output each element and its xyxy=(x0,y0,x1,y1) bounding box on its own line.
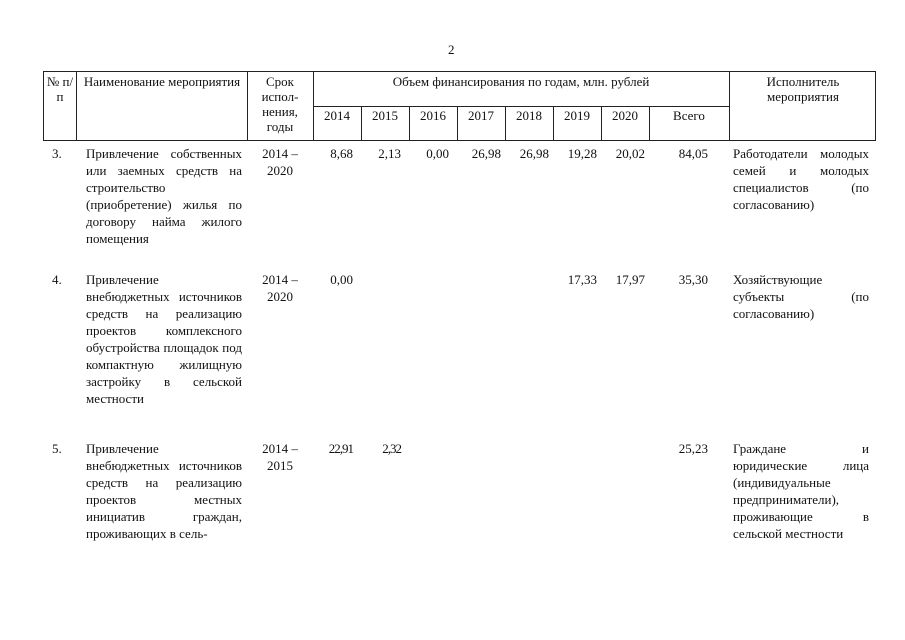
row-value: 2,32 xyxy=(382,441,401,456)
header-year: 2014 xyxy=(324,108,350,123)
row-value: 17,33 xyxy=(567,272,597,287)
row-executor: Работодатели молодых семей и молодых специалистов (по согласованию) xyxy=(733,146,869,212)
row-name: Привлечение внебюджетных источников средств на реализацию проектов местных инициатив граждан, проживающих в сель- xyxy=(86,441,242,541)
row-total: 35,30 xyxy=(678,272,708,287)
header-year: 2020 xyxy=(612,108,638,123)
page-number: 2 xyxy=(448,42,455,57)
header-year: 2017 xyxy=(468,108,494,123)
row-total: 25,23 xyxy=(678,441,708,456)
row-name: Привлечение собственных или заемных средств на строительство (приобретение) жилья по договору найма жилого помещения xyxy=(86,146,242,246)
row-value: 17,97 xyxy=(615,272,645,287)
row-executor: Хозяйствующие субъекты (по согласованию) xyxy=(733,272,869,321)
header-total: Всего xyxy=(673,108,705,123)
row-value: 0,00 xyxy=(426,146,449,161)
row-name: Привлечение внебюджетных источников средств на реализацию проектов комплексного обустройства площадок под компактную жилищную застройку в сельской местности xyxy=(86,272,242,406)
row-number: 3. xyxy=(52,146,62,161)
row-term: 2014 – 2020 xyxy=(262,146,298,178)
row-total: 84,05 xyxy=(678,146,708,161)
header-executor: Исполнитель мероприятия xyxy=(766,74,840,104)
table-header xyxy=(43,71,876,141)
row-executor: Граждане и юридические лица (индивидуальные предприниматели), проживающие в сельской местности xyxy=(733,441,869,541)
row-term: 2014 – 2020 xyxy=(262,272,298,304)
header-no: № п/п xyxy=(46,74,74,104)
header-year: 2015 xyxy=(372,108,398,123)
row-value: 26,98 xyxy=(471,146,501,161)
row-value: 2,13 xyxy=(378,146,401,161)
row-number: 4. xyxy=(52,272,62,287)
header-year: 2019 xyxy=(564,108,590,123)
header-funding: Объем финансирования по годам, млн. рублей xyxy=(392,74,650,89)
header-year: 2016 xyxy=(420,108,446,123)
row-value: 26,98 xyxy=(519,146,549,161)
header-name: Наименование мероприятия xyxy=(83,74,241,89)
row-number: 5. xyxy=(52,441,62,456)
header-term: Срок испол-нения, годы xyxy=(261,74,299,134)
row-value: 19,28 xyxy=(567,146,597,161)
row-value: 22,91 xyxy=(328,441,353,456)
row-value: 8,68 xyxy=(330,146,353,161)
header-year: 2018 xyxy=(516,108,542,123)
row-term: 2014 – 2015 xyxy=(262,441,298,473)
row-value: 20,02 xyxy=(615,146,645,161)
row-value: 0,00 xyxy=(330,272,353,287)
